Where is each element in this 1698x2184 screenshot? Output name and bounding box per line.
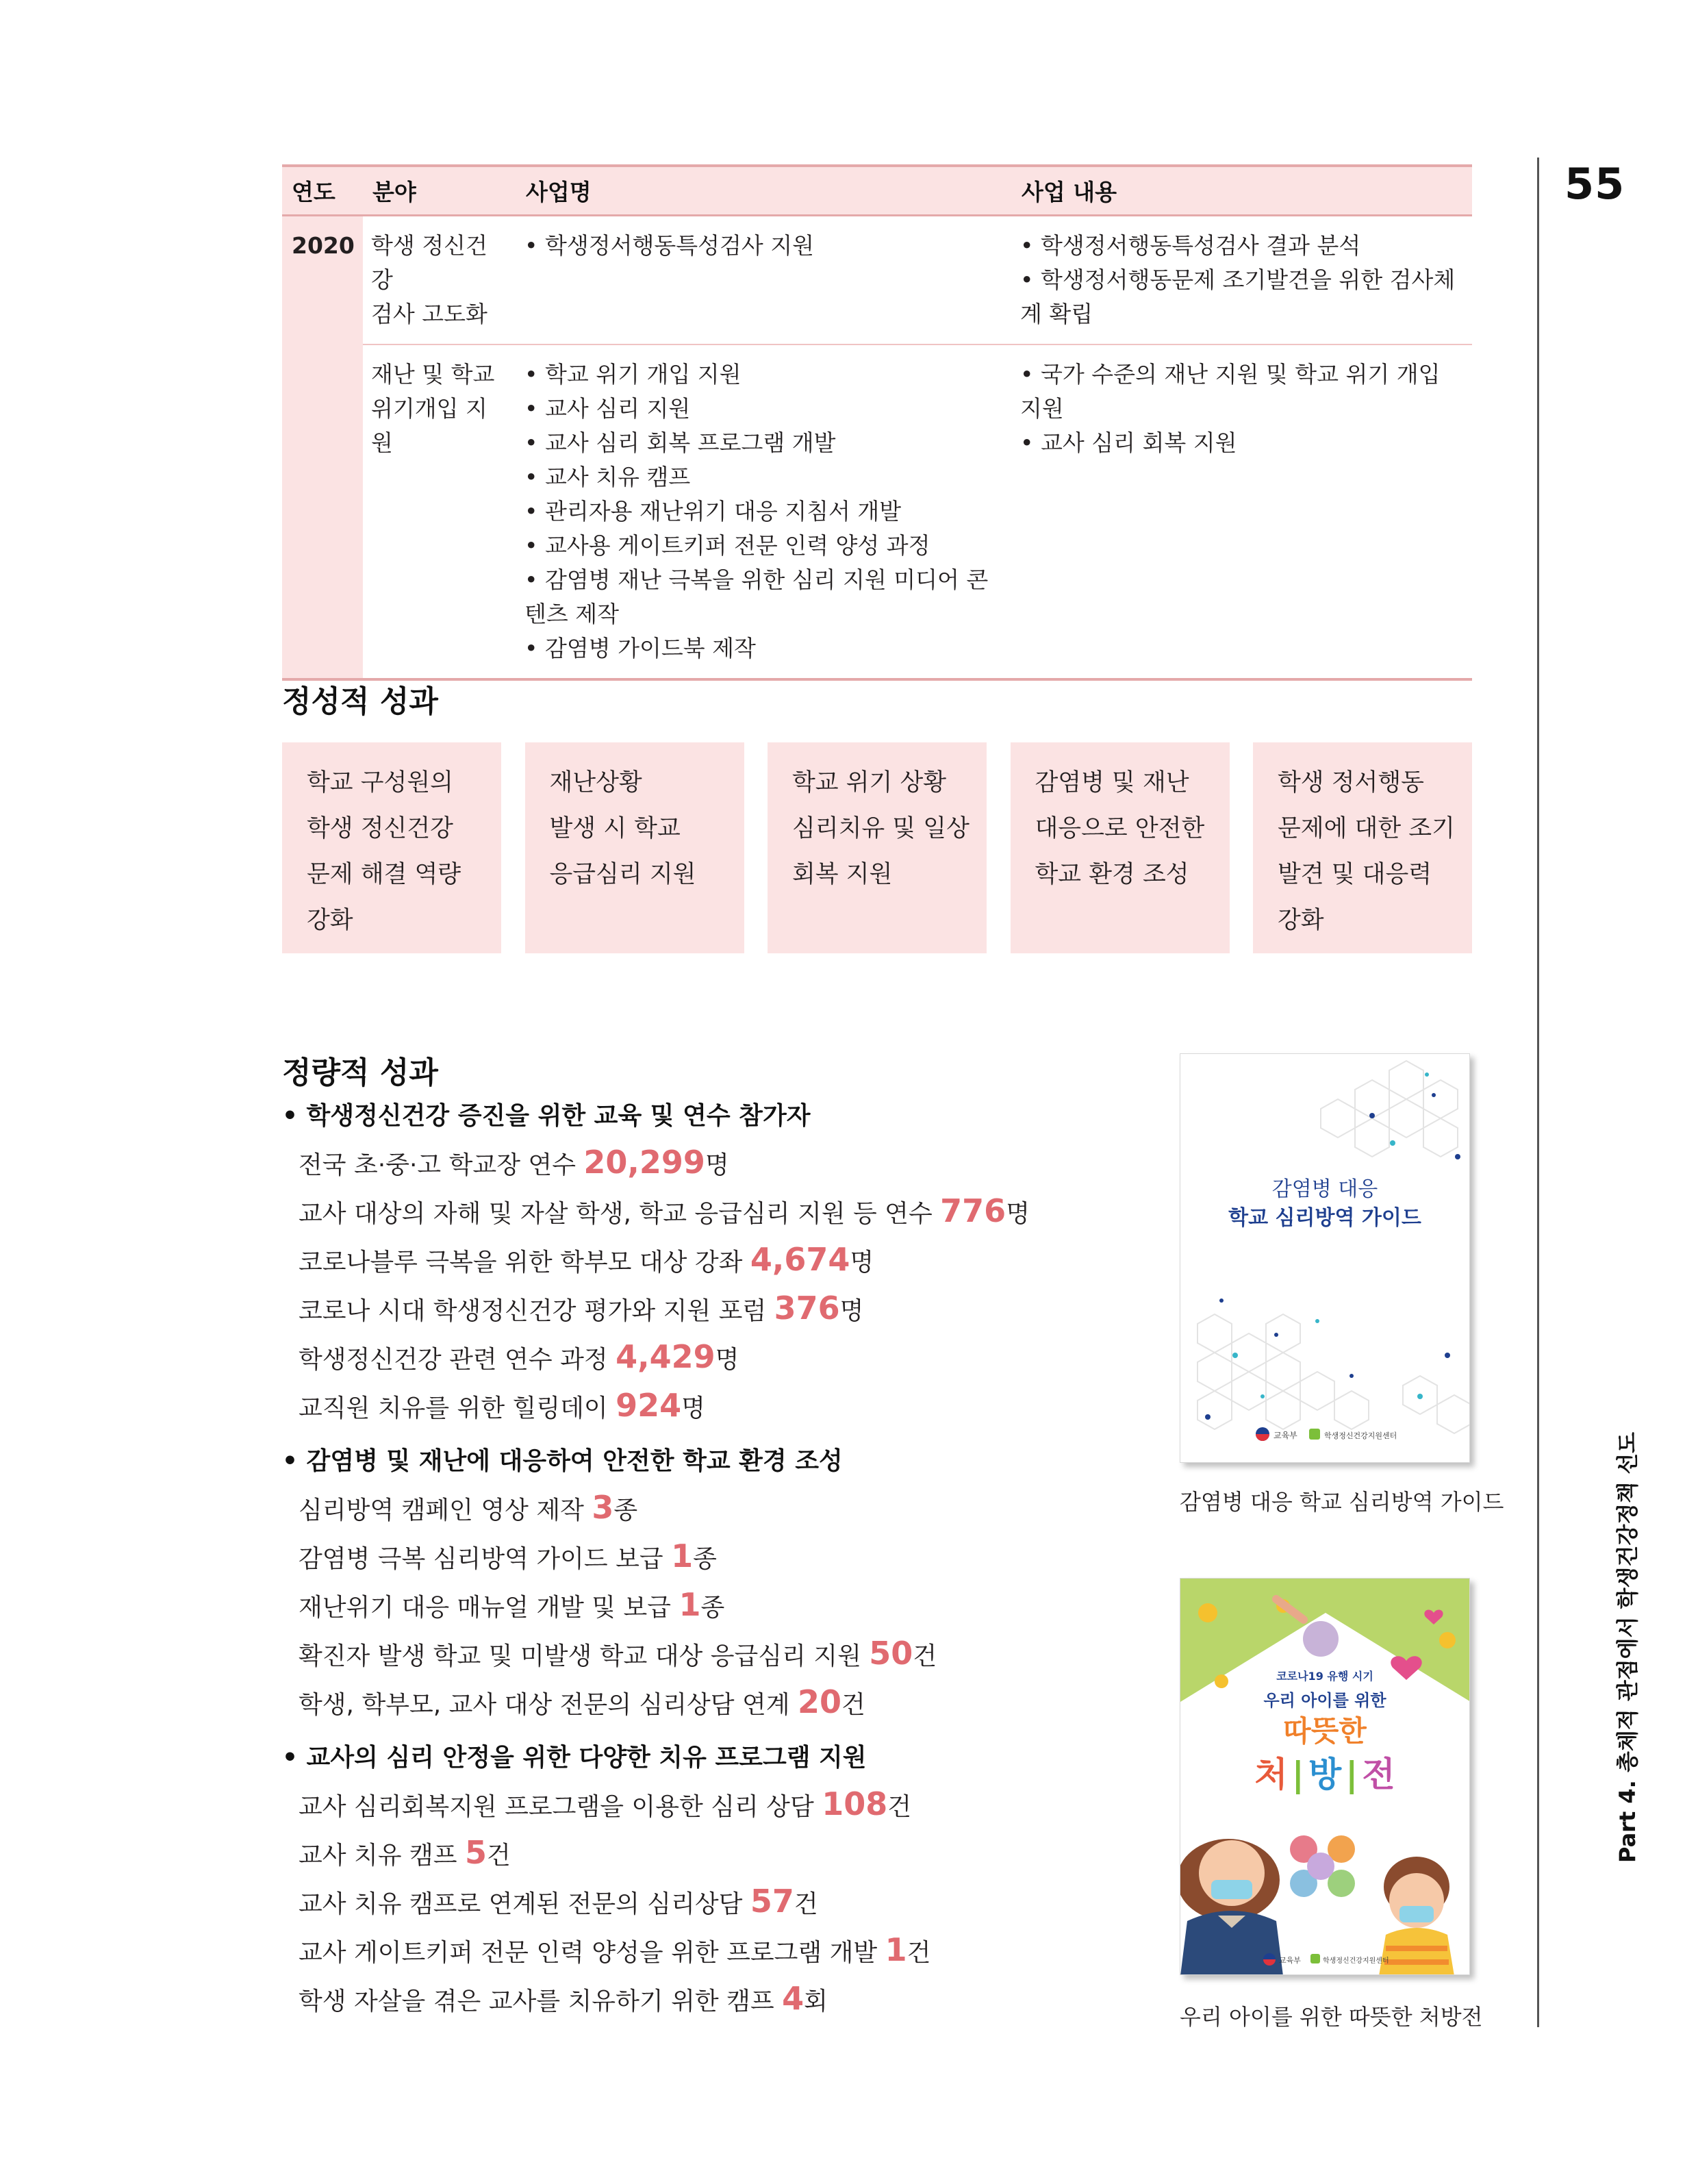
- quantitative-group: [282, 1094, 1158, 1430]
- item-number: 4,674: [750, 1241, 850, 1278]
- item-text: 전국 초·중·고 학교장 연수: [299, 1151, 584, 1179]
- item-unit: 명: [850, 1248, 874, 1277]
- list-item: • 교사 심리 회복 프로그램 개발: [524, 426, 1004, 460]
- book-title: 처 | 방 | 전: [1254, 1755, 1395, 1794]
- year-cell: 2020: [282, 215, 363, 679]
- item-text: 교사 대상의 자해 및 자살 학생, 학교 응급심리 지원 등 연수: [299, 1200, 941, 1228]
- item-unit: 명: [839, 1297, 864, 1325]
- table-header-row: [282, 166, 1472, 215]
- svg-text:학생정신건강지원센터: 학생정신건강지원센터: [1324, 1431, 1397, 1440]
- box-line: 발견 및 대응력: [1278, 861, 1432, 888]
- field-line: 학생 정신건강: [371, 231, 487, 293]
- box-line: 강화: [307, 907, 353, 934]
- item-unit: 명: [1006, 1200, 1030, 1228]
- item-number: 376: [774, 1290, 840, 1327]
- book-title: 우리 아이를 위한: [1263, 1691, 1386, 1710]
- item-number: 20,299: [583, 1144, 705, 1181]
- list-item: [282, 1678, 1158, 1727]
- item-unit: 건: [907, 1939, 931, 1967]
- book-caption: 감염병 대응 학교 심리방역 가이드: [1180, 1489, 1504, 1515]
- box-line: 재난상황: [549, 769, 642, 796]
- quantitative-heading: 정량적 성과: [282, 1055, 438, 1090]
- item-unit: 종: [613, 1496, 638, 1524]
- item-number: 4: [782, 1980, 804, 2017]
- item-text: 재난위기 대응 매뉴얼 개발 및 보급: [299, 1594, 679, 1622]
- svg-text:교육부: 교육부: [1274, 1431, 1297, 1440]
- item-number: 57: [750, 1883, 794, 1920]
- table-row: [282, 344, 1472, 679]
- box-line: 회복 지원: [792, 861, 893, 888]
- list-item: [282, 1138, 1158, 1187]
- group-title: • 학생정신건강 증진을 위한 교육 및 연수 참가자: [282, 1094, 1158, 1138]
- title-char: 방: [1308, 1755, 1342, 1794]
- item-text: 교사 치유 캠프: [299, 1842, 465, 1870]
- name-cell: [516, 215, 1012, 344]
- content-cell: [1012, 215, 1472, 344]
- side-title: Part 4. 총체적 관점에서 학생건강정책 선도: [1614, 1431, 1640, 1863]
- box-line: 응급심리 지원: [549, 861, 696, 888]
- list-item: [282, 1926, 1158, 1974]
- box-line: 강화: [1278, 907, 1324, 934]
- quantitative-group: [282, 1440, 1158, 1727]
- item-unit: 회: [804, 1987, 828, 2016]
- list-item: [282, 1532, 1158, 1581]
- box-line: 학교 구성원의: [307, 769, 453, 796]
- list-item: • 감염병 재난 극복을 위한 심리 지원 미디어 콘텐츠 제작: [524, 563, 1004, 631]
- book-title: 따뜻한: [1283, 1714, 1367, 1748]
- item-text: 학생 자살을 겪은 교사를 치유하기 위한 캠프: [299, 1987, 783, 2016]
- margin-rule: [1537, 158, 1539, 2027]
- box-line: 문제 해결 역량: [307, 861, 461, 888]
- item-number: 3: [592, 1489, 614, 1526]
- item-unit: 건: [913, 1642, 937, 1670]
- book-cover-prescription: [1180, 1578, 1470, 1975]
- svg-text:교육부: 교육부: [1279, 1956, 1301, 1965]
- quantitative-list: [282, 1094, 1158, 2033]
- hexagon-pattern-icon: [1180, 1054, 1470, 1463]
- item-text: 확진자 발생 학교 및 미발생 학교 대상 응급심리 지원: [299, 1642, 870, 1670]
- list-item: • 교사 치유 캠프: [524, 460, 1004, 494]
- item-unit: 건: [487, 1842, 511, 1870]
- item-number: 1: [679, 1586, 701, 1623]
- list-item: [282, 1877, 1158, 1926]
- box-line: 발생 시 학교: [549, 815, 681, 842]
- field-line: 재난 및 학교: [371, 360, 495, 388]
- item-unit: 종: [700, 1594, 725, 1622]
- item-number: 108: [822, 1785, 888, 1822]
- box-line: 학생 정서행동: [1278, 769, 1424, 796]
- book-subtitle: 코로나19 유행 시기: [1276, 1670, 1373, 1683]
- name-cell: [516, 344, 1012, 679]
- header-content: 사업 내용: [1012, 166, 1472, 215]
- item-unit: 종: [693, 1545, 717, 1573]
- book-cover-guide: [1180, 1053, 1470, 1463]
- content-cell: [1012, 344, 1472, 679]
- item-number: 20: [797, 1683, 841, 1720]
- item-unit: 건: [794, 1890, 818, 1918]
- item-text: 교사 게이트키퍼 전문 인력 양성을 위한 프로그램 개발: [299, 1939, 885, 1967]
- field-cell: [363, 215, 516, 344]
- item-text: 교사 치유 캠프로 연계된 전문의 심리상담: [299, 1890, 750, 1918]
- item-number: 1: [885, 1931, 907, 1968]
- header-year: 연도: [282, 166, 363, 215]
- box-line: 학교 환경 조성: [1035, 861, 1189, 888]
- list-item: [282, 1284, 1158, 1333]
- list-item: [282, 1974, 1158, 2023]
- item-number: 924: [616, 1387, 682, 1424]
- list-item: • 국가 수준의 재난 지원 및 학교 위기 개입 지원: [1020, 357, 1464, 426]
- svg-text:학생정신건강지원센터: 학생정신건강지원센터: [1323, 1957, 1389, 1965]
- box-line: 대응으로 안전한: [1035, 815, 1205, 842]
- item-text: 코로나블루 극복을 위한 학부모 대상 강좌: [299, 1248, 750, 1277]
- item-text: 교직원 치유를 위한 힐링데이: [299, 1394, 616, 1422]
- item-number: 776: [940, 1192, 1006, 1229]
- qualitative-box: [525, 742, 744, 953]
- title-char: 처: [1254, 1755, 1288, 1794]
- list-item: • 교사용 게이트키퍼 전문 인력 양성 과정: [524, 529, 1004, 563]
- item-number: 5: [465, 1834, 487, 1871]
- item-unit: 건: [887, 1793, 911, 1821]
- qualitative-box: [768, 742, 987, 953]
- box-line: 심리치유 및 일상: [792, 815, 970, 842]
- box-line: 문제에 대한 조기: [1278, 815, 1455, 842]
- list-item: [282, 1829, 1158, 1877]
- item-text: 감염병 극복 심리방역 가이드 보급: [299, 1545, 672, 1573]
- list-item: • 학생정서행동특성검사 지원: [524, 229, 1004, 263]
- list-item: • 감염병 가이드북 제작: [524, 631, 1004, 666]
- item-unit: 명: [705, 1151, 729, 1179]
- group-title: • 감염병 및 재난에 대응하여 안전한 학교 환경 조성: [282, 1440, 1158, 1483]
- header-field: 분야: [363, 166, 516, 215]
- qualitative-box: [1011, 742, 1230, 953]
- list-item: [282, 1333, 1158, 1381]
- quantitative-group: [282, 1736, 1158, 2023]
- item-text: 학생, 학부모, 교사 대상 전문의 심리상담 연계: [299, 1691, 798, 1719]
- item-unit: 건: [841, 1691, 865, 1719]
- item-text: 학생정신건강 관련 연수 과정: [299, 1346, 616, 1374]
- list-item: • 교사 심리 지원: [524, 392, 1004, 426]
- list-item: • 교사 심리 회복 지원: [1020, 426, 1464, 460]
- book-caption: 우리 아이를 위한 따뜻한 처방전: [1180, 2004, 1483, 2030]
- item-text: 심리방역 캠페인 영상 제작: [299, 1496, 592, 1524]
- item-text: 코로나 시대 학생정신건강 평가와 지원 포럼: [299, 1297, 774, 1325]
- list-item: [282, 1581, 1158, 1629]
- item-number: 50: [869, 1635, 913, 1672]
- field-cell: [363, 344, 516, 679]
- list-item: [282, 1483, 1158, 1532]
- page-number: 55: [1564, 159, 1625, 209]
- field-line: 검사 고도화: [371, 300, 487, 327]
- list-item: [282, 1235, 1158, 1284]
- book-title: 학교 심리방역 가이드: [1228, 1206, 1421, 1230]
- box-line: 학생 정신건강: [307, 815, 453, 842]
- qualitative-boxes: [282, 742, 1472, 953]
- qualitative-box: [1253, 742, 1472, 953]
- field-line: 위기개입 지원: [371, 394, 487, 456]
- header-name: 사업명: [516, 166, 1012, 215]
- list-item: [282, 1187, 1158, 1235]
- list-item: [282, 1780, 1158, 1829]
- qualitative-box: [282, 742, 501, 953]
- item-unit: 명: [681, 1394, 705, 1422]
- table-row: [282, 215, 1472, 344]
- box-line: 감염병 및 재난: [1035, 769, 1189, 796]
- qualitative-heading: 정성적 성과: [282, 684, 438, 719]
- book-title: 감염병 대응: [1271, 1177, 1378, 1201]
- box-line: 학교 위기 상황: [792, 769, 947, 796]
- item-number: 1: [671, 1537, 694, 1574]
- list-item: • 학생정서행동특성검사 결과 분석: [1020, 229, 1464, 263]
- group-title: • 교사의 심리 안정을 위한 다양한 치유 프로그램 지원: [282, 1736, 1158, 1780]
- title-char: 전: [1362, 1755, 1395, 1794]
- list-item: [282, 1381, 1158, 1430]
- list-item: • 학교 위기 개입 지원: [524, 357, 1004, 392]
- program-table: [282, 164, 1472, 681]
- list-item: [282, 1629, 1158, 1678]
- list-item: • 관리자용 재난위기 대응 지침서 개발: [524, 494, 1004, 529]
- item-unit: 명: [715, 1346, 739, 1374]
- list-item: • 학생정서행동문제 조기발견을 위한 검사체계 확립: [1020, 263, 1464, 331]
- item-text: 교사 심리회복지원 프로그램을 이용한 심리 상담: [299, 1793, 822, 1821]
- item-number: 4,429: [616, 1338, 715, 1375]
